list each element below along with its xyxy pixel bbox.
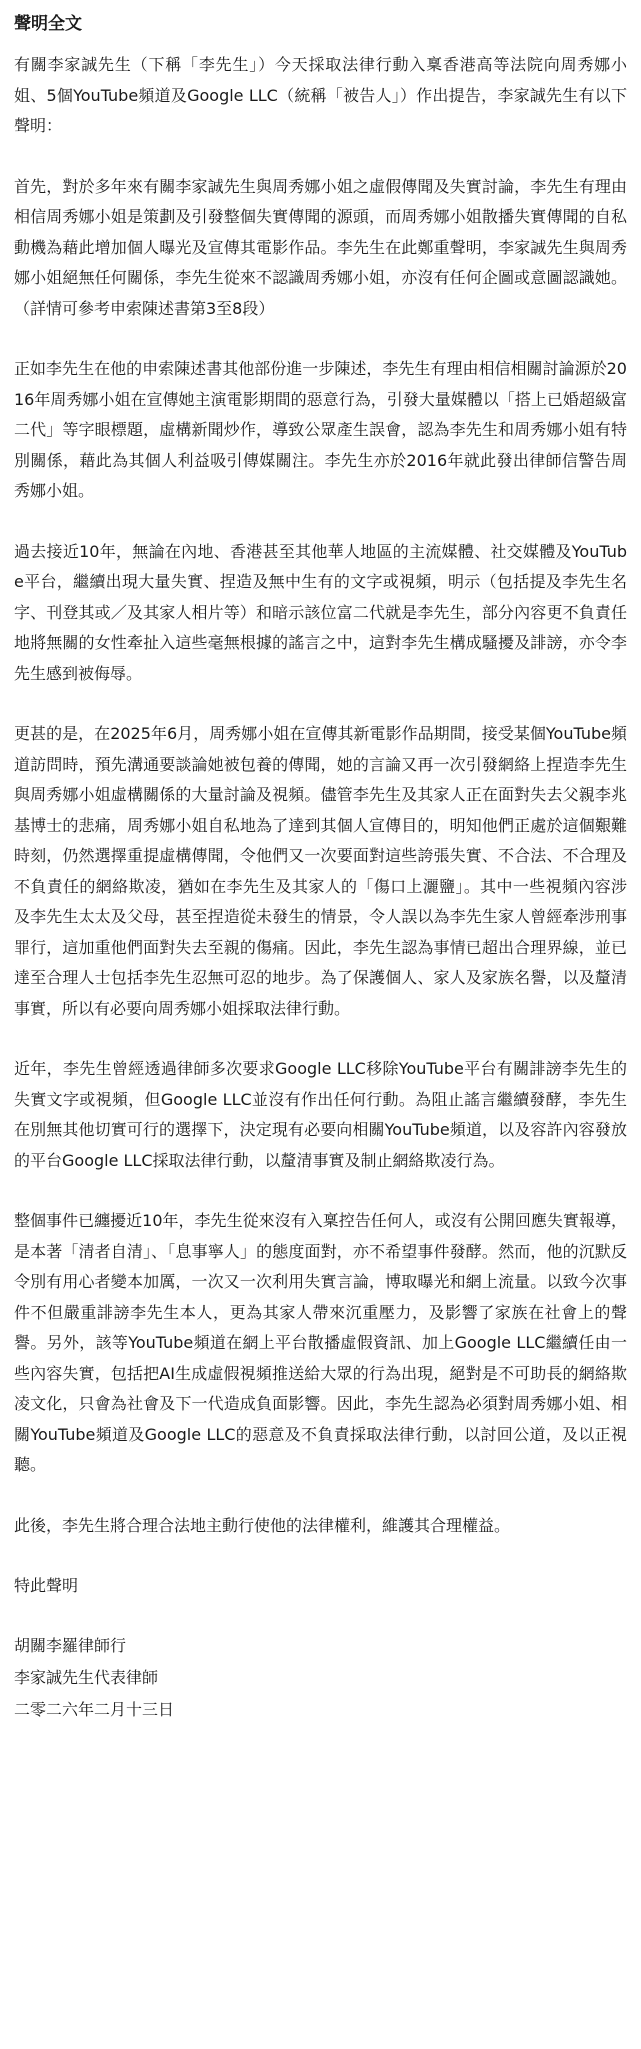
paragraph-intro: 有關李家誠先生（下稱「李先生」）今天採取法律行動入稟香港高等法院向周秀娜小姐、5個YouTube頻道及Google LLC（統稱「被告人」）作出提告，李家誠先生有以下聲明： [14, 55, 627, 135]
closing-statement: 特此聲明 [14, 1576, 79, 1595]
document-title: 聲明全文 [14, 14, 82, 34]
signature-firm: 胡關李羅律師行 [14, 1635, 127, 1655]
signature-block [14, 1630, 627, 1726]
paragraph-3: 過去接近10年，無論在內地、香港甚至其他華人地區的主流媒體、社交媒體及YouTube平台，繼續出現大量失實、捏造及無中生有的文字或視頻，明示（包括提及李先生名字、刊登其或／及其家人相片等）和暗示該位富二代就是李先生，部分內容更不負責任地將無關的女性牽扯入這些毫無根據的謠言之中，這對李先生構成騷擾及誹謗，亦令李先生感到被侮辱。 [14, 541, 627, 683]
paragraph-2: 正如李先生在他的申索陳述書其他部份進一步陳述，李先生有理由相信相關討論源於2016年周秀娜小姐在宣傳她主演電影期間的惡意行為，引發大量媒體以「搭上已婚超級富二代」等字眼標題，虛構新聞炒作，導致公眾產生誤會，認為李先生和周秀娜小姐有特別關係，藉此為其個人利益吸引傳媒關注。李先生亦於2016年就此發出律師信警告周秀娜小姐。 [14, 359, 627, 500]
paragraph-4: 更甚的是，在2025年6月，周秀娜小姐在宣傳其新電影作品期間，接受某個YouTube頻道訪問時，預先溝通要談論她被包養的傳聞，她的言論又再一次引發網絡上捏造李先生與周秀娜小姐虛構關係的大量討論及視頻。儘管李先生及其家人正在面對失去父親李兆基博士的悲痛，周秀娜小姐自私地為了達到其個人宣傳目的，明知他們正處於這個艱難時刻，仍然選擇重提虛構傳聞，令他們又一次要面對這些誇張失實、不合法、不合理及不負責任的網絡欺凌，猶如在李先生及其家人的「傷口上灑鹽」。其中一些視頻內容涉及李先生太太及父母，甚至捏造從未發生的情景，令人誤以為李先生家人曾經牽涉刑事罪行，這加重他們面對失去至親的傷痛。因此，李先生認為事情已超出合理界線，並已達至合理人士包括李先生忍無可忍的地步。為了保護個人、家人及家族名譽，以及釐清事實，所以有必要向周秀娜小姐採取法律行動。 [14, 724, 627, 1018]
paragraph-7: 此後，李先生將合理合法地主動行使他的法律權利，維護其合理權益。 [14, 1515, 511, 1535]
signature-role: 李家誠先生代表律師 [14, 1667, 159, 1687]
paragraph-5: 近年，李先生曾經透過律師多次要求Google LLC移除YouTube平台有關誹謗李先生的失實文字或視頻，但Google LLC並沒有作出任何行動。為阻止謠言繼續發酵，李先生在別無其他切實可行的選擇下，決定現有必要向相關YouTube頻道，以及容許內容發放的平台Google LLC採取法律行動，以釐清事實及制止網絡欺凌行為。 [14, 1059, 627, 1170]
paragraph-6: 整個事件已纏擾近10年，李先生從來沒有入稟控告任何人，或沒有公開回應失實報導，是本著「清者自清」、「息事寧人」的態度面對，亦不希望事件發酵。然而，他的沉默反令別有用心者變本加厲，一次又一次利用失實言論，博取曝光和網上流量。以致今次事件不但嚴重誹謗李先生本人，更為其家人帶來沉重壓力，及影響了家族在社會上的聲譽。另外，該等YouTube頻道在網上平台散播虛假資訊、加上Google LLC繼續任由一些內容失實，包括把AI生成虛假視頻推送給大眾的行為出現，絕對是不可助長的網絡欺凌文化，只會為社會及下一代造成負面影響。因此，李先生認為必須對周秀娜小姐、相關YouTube頻道及Google LLC的惡意及不負責採取法律行動，以討回公道，及以正視聽。 [14, 1211, 627, 1474]
signature-date: 二零二六年二月十三日 [14, 1699, 175, 1719]
paragraph-1: 首先，對於多年來有關李家誠先生與周秀娜小姐之虛假傳聞及失實討論，李先生有理由相信周秀娜小姐是策劃及引發整個失實傳聞的源頭，而周秀娜小姐散播失實傳聞的自私動機為藉此增加個人曝光及宣傳其電影作品。李先生在此鄭重聲明，李家誠先生與周秀娜小姐絕無任何關係，李先生從來不認識周秀娜小姐，亦沒有任何企圖或意圖認識她。（詳情可參考申索陳述書第3至8段） [14, 176, 627, 318]
